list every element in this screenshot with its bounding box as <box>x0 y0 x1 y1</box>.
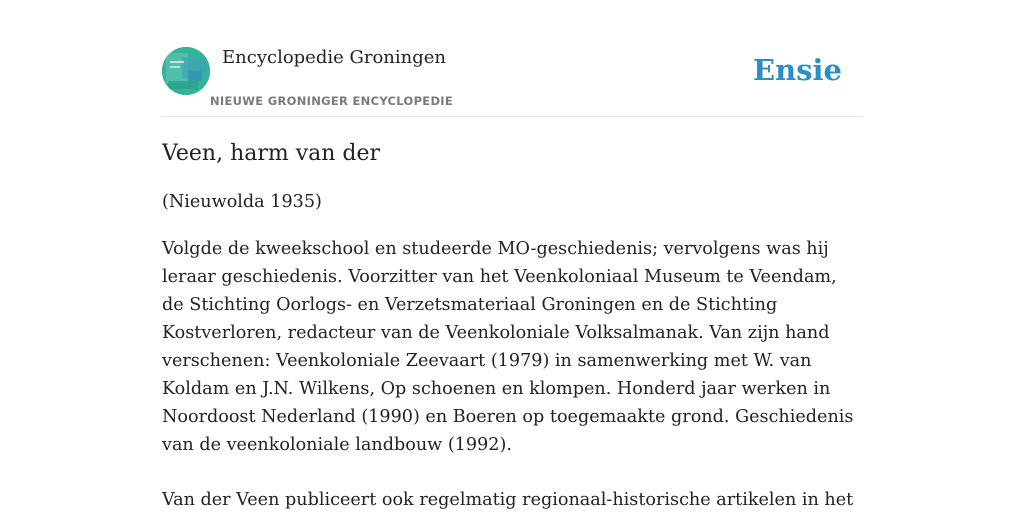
site-header <box>162 46 862 117</box>
article-paragraph: Van der Veen publiceert ook regelmatig regionaal-historische artikelen in het <box>162 490 854 510</box>
article-paragraph: Volgde de kweekschool en studeerde MO-geschiedenis; vervolgens was hij leraar geschiedenis. Voorzitter van het Veenkoloniaal Museum te Veendam, de Stichting Oorlogs- en Verzetsmateriaal Groningen en de Stichting Kostverloren, redacteur van de Veenkoloniale Volksalmanak. Van zijn hand verschenen: Veenkoloniale Zeevaart (1979) in samenwerking met W. van Koldam en J.N. Wilkens, Op schoenen en klompen. Honderd jaar werken in Noordoost Nederland (1990) en Boeren op toegemaakte grond. Geschiedenis van de veenkoloniale landbouw (1992). <box>162 239 854 455</box>
site-title-link[interactable]: Encyclopedie Groningen <box>222 47 447 68</box>
site-subtitle: NIEUWE GRONINGER ENCYCLOPEDIE <box>210 94 454 108</box>
ensie-brand-logo[interactable]: Ensie <box>753 53 842 87</box>
article-birth-info: (Nieuwolda 1935) <box>162 192 322 212</box>
article <box>162 138 862 512</box>
article-body <box>162 235 862 512</box>
encyclopedia-logo-avatar[interactable] <box>162 47 210 95</box>
article-title: Veen, harm van der <box>162 141 381 166</box>
